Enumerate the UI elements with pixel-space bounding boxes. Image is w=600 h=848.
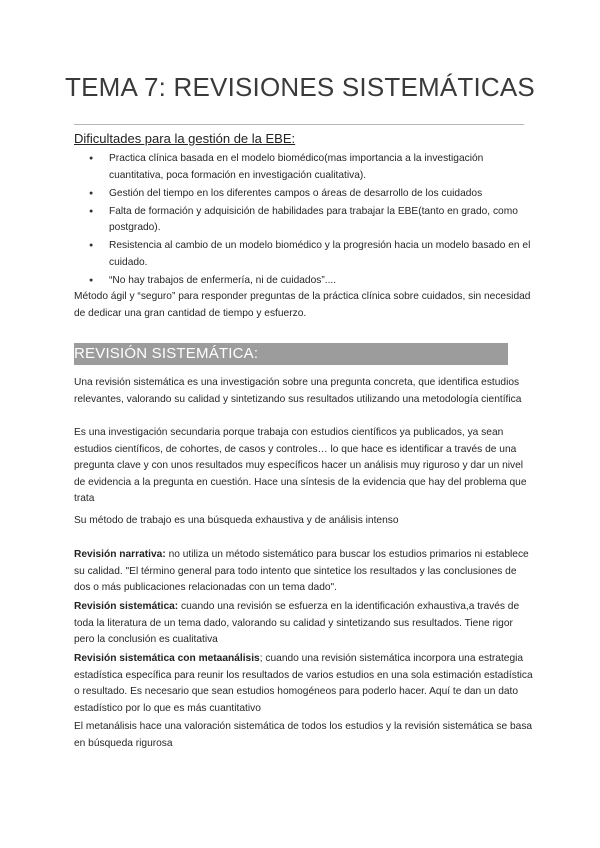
- difficulties-heading: Dificultades para la gestión de la EBE:: [74, 131, 296, 146]
- list-item: ● Falta de formación y adquisición de habilidades para trabajar la EBE(tanto en grado, como postgrado).: [74, 204, 534, 237]
- difficulties-closing: Método ágil y “seguro” para responder preguntas de la práctica clínica sobre cuidados, sin necesidad de dedicar una gran cantidad de tiempo y esfuerzo.: [74, 291, 531, 319]
- systematic-review-text: cuando una revisión se esfuerza en la identificación exhaustiva,a través de toda la literatura de un tema dado, valorando su calidad y sintetizando sus resultados. Tiene rigor pero la conclusión es cualitativa: [74, 601, 520, 646]
- meta-analysis-summary: El metanálisis hace una valoración sistemática de todos los estudios y la revisión sistemática se basa en búsqueda rigurosa: [74, 721, 533, 749]
- secondary-research-paragraph: Es una investigación secundaria porque trabaja con estudios científicos ya publicados, ya sean estudios científicos, de cohortes, de casos y controles… lo que hace es identificar a través de una pregunta clave y con unos resultados muy específicos hacer un análisis muy riguroso y dar un nivel de evidencia a la pregunta en cuestión. Hace una síntesis de la evidencia que hay del problema que trata: [74, 427, 527, 505]
- list-item: ● Gestión del tiempo en los diferentes campos o áreas de desarrollo de los cuidados: [74, 186, 534, 203]
- section-heading-bar: [74, 343, 508, 365]
- narrative-review-label: Revisión narrativa:: [74, 549, 166, 560]
- meta-analysis-label: Revisión sistemática con metaanálisis: [74, 653, 260, 664]
- systematic-review-paragraph: [74, 599, 534, 649]
- section-heading: REVISIÓN SISTEMÁTICA:: [74, 345, 259, 362]
- narrative-review-paragraph: [74, 547, 534, 597]
- meta-analysis-text: ; cuando una revisión sistemática incorpora una estrategia estadística específica para reunir los resultados de varios estudios en una sola estimación estadística o resultado. Es necesario que sean estudios homogéneos para poderlo hacer. Aquí te dan un dato estadístico por lo que es más cuantitativo: [74, 653, 533, 714]
- list-item: ● Resistencia al cambio de un modelo biomédico y la progresión hacia un modelo basado en el cuidado.: [74, 238, 534, 271]
- systematic-review-label: Revisión sistemática:: [74, 601, 179, 612]
- difficulties-list: [74, 151, 534, 291]
- narrative-review-text: no utiliza un método sistemático para buscar los estudios primarios ni establece su calidad. "El término general para todo intento que sintetice los resultados y las conclusiones de dos o más publicaciones relacionadas con un tema dado".: [74, 549, 529, 594]
- title-divider: [74, 124, 524, 125]
- method-paragraph: Su método de trabajo es una búsqueda exhaustiva y de análisis intenso: [74, 515, 399, 526]
- list-item: ● “No hay trabajos de enfermería, ni de cuidados”....: [74, 273, 534, 290]
- list-item: ● Practica clínica basada en el modelo biomédico(mas importancia a la investigación cuantitativa, poca formación en investigación cualitativa).: [74, 151, 534, 184]
- definition-paragraph: Una revisión sistemática es una investigación sobre una pregunta concreta, que identifica estudios relevantes, valorando su calidad y sintetizando sus resultados utilizando una metodología científica: [74, 377, 522, 405]
- meta-analysis-paragraph: [74, 651, 534, 717]
- page-title: TEMA 7: REVISIONES SISTEMÁTICAS: [65, 72, 535, 102]
